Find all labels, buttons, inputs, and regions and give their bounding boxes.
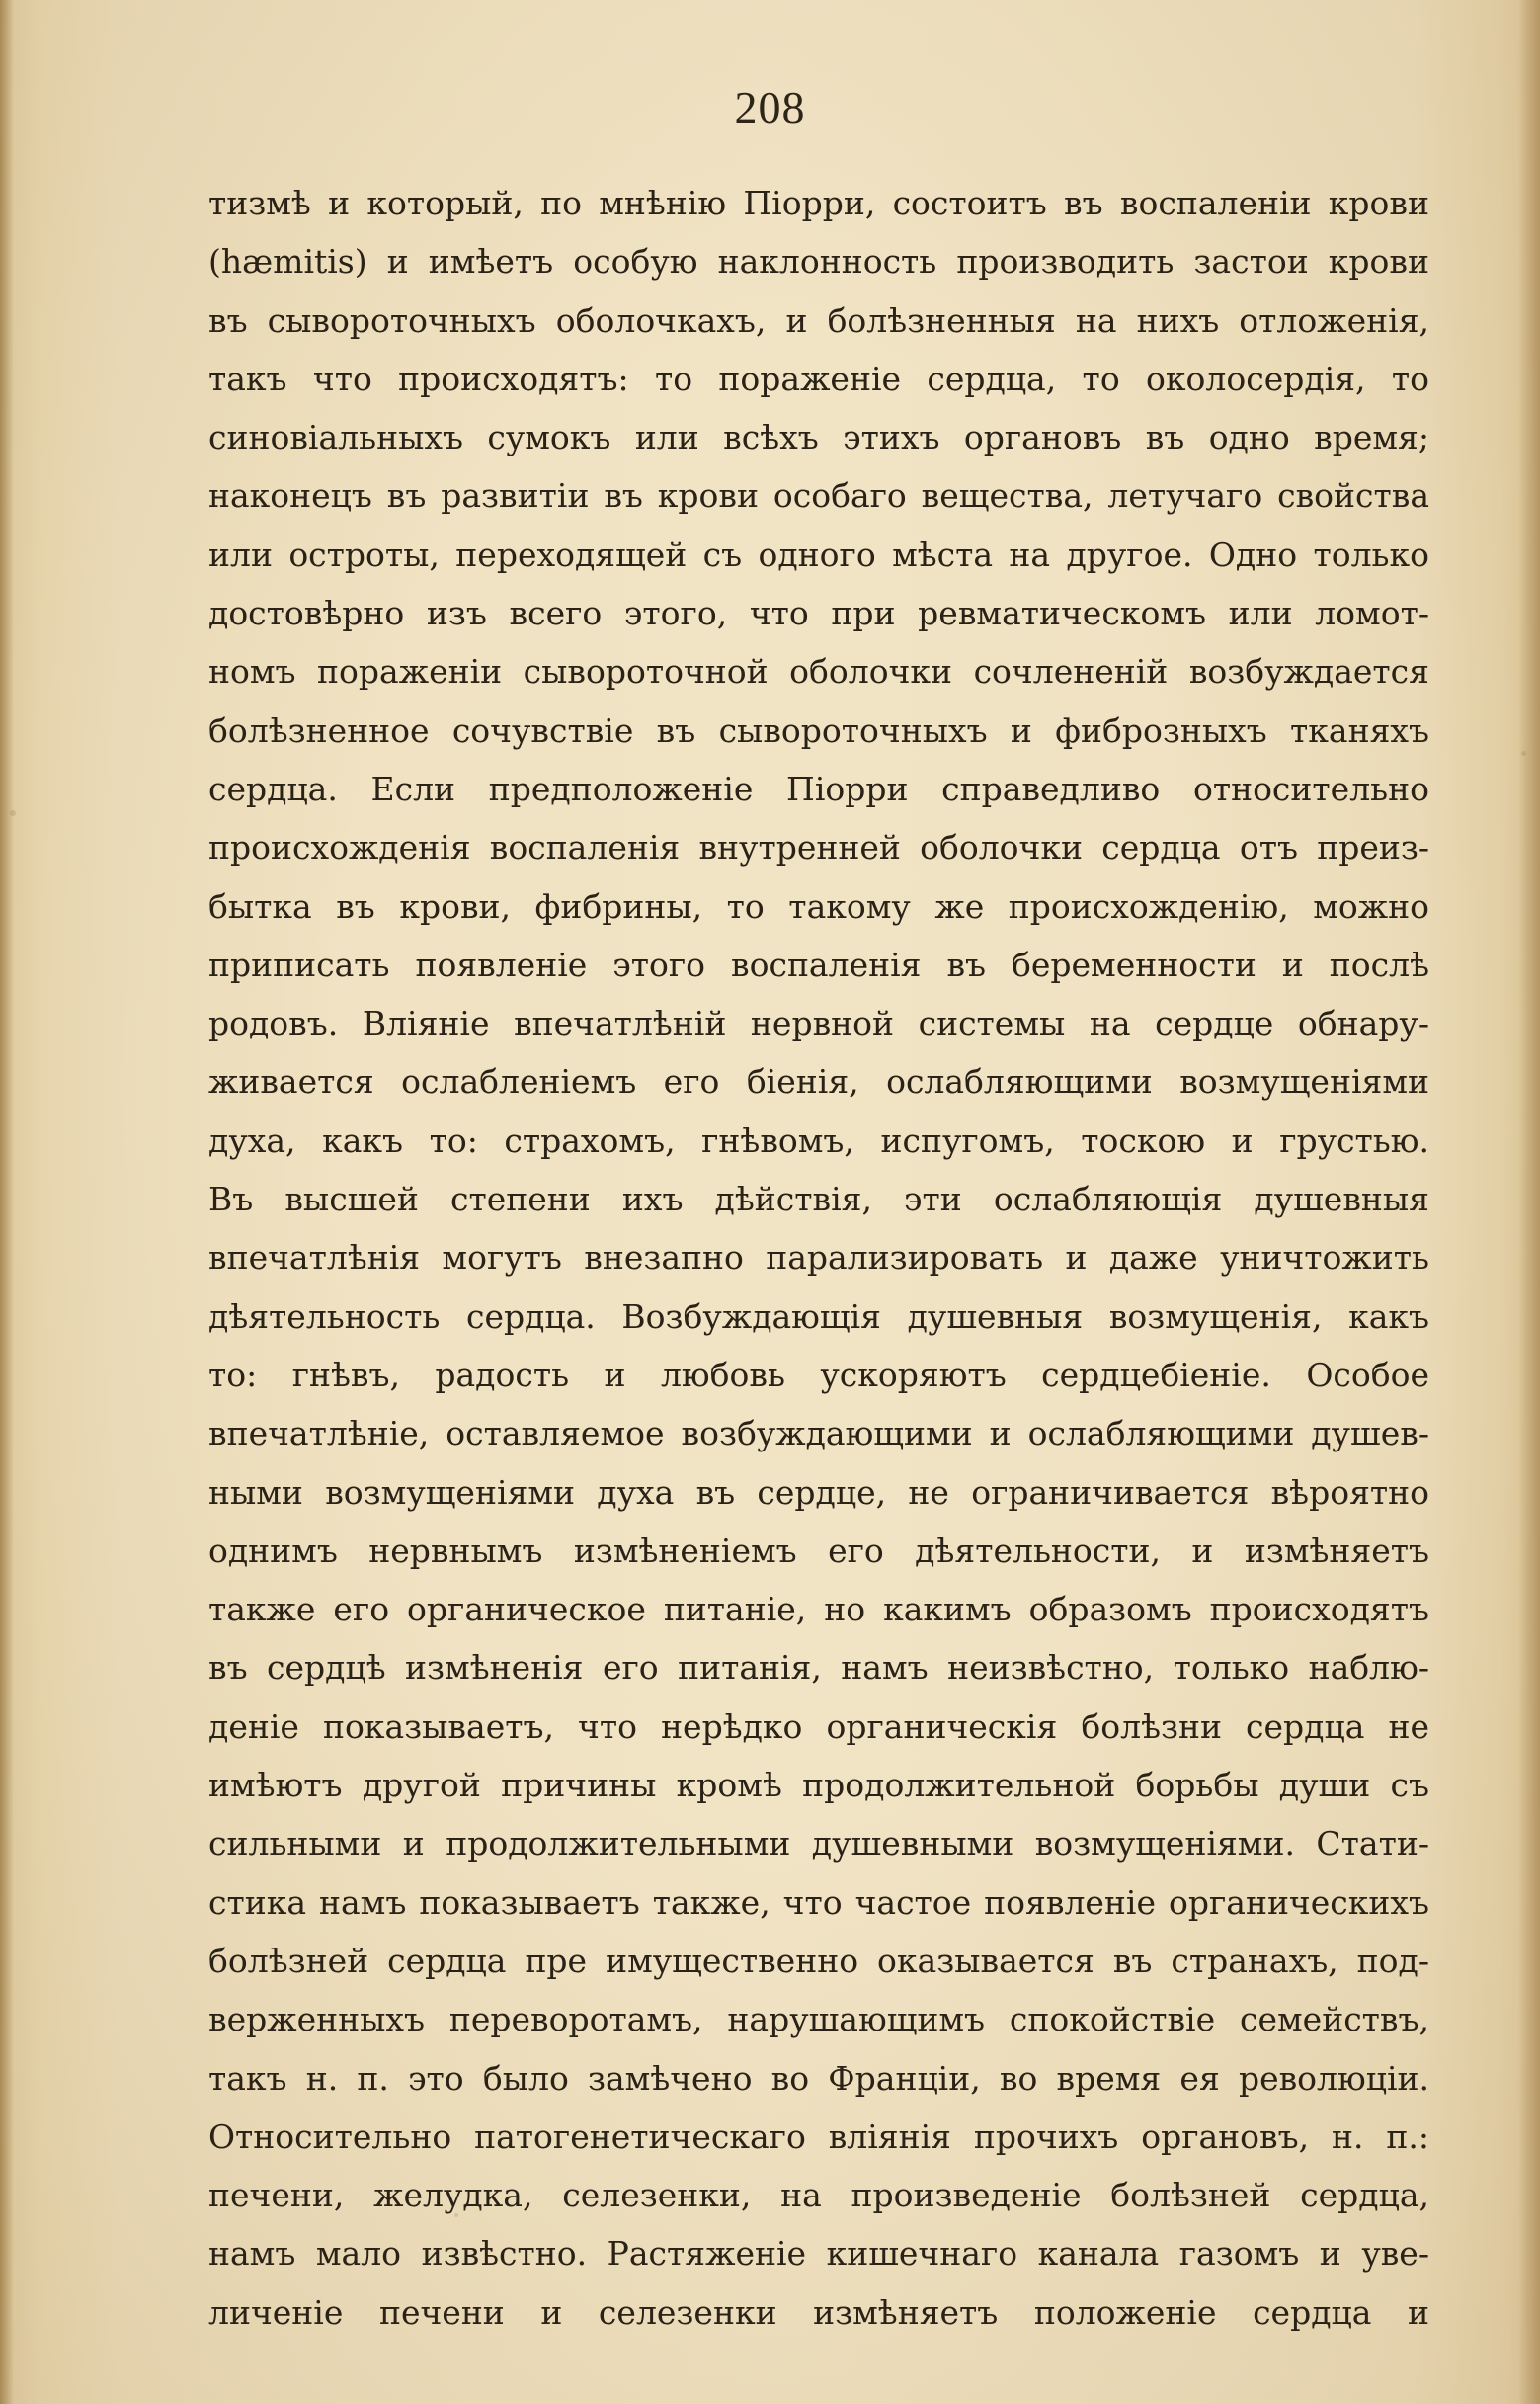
text-line: имѣютъ другой причины кромѣ продолжительной борьбы души съ (208, 1766, 1429, 1805)
text-line: духа, какъ то: страхомъ, гнѣвомъ, испугомъ, тоскою и грустью. (208, 1120, 1429, 1160)
text-line: сильными и продолжительными душевными возмущеніями. Стати- (208, 1824, 1429, 1864)
text-line: болѣзней сердца пре имущественно оказывается въ странахъ, под- (208, 1941, 1429, 1980)
text-line: въ сывороточныхъ оболочкахъ, и болѣзненныя на нихъ отложенія, (208, 300, 1429, 340)
text-line: болѣзненное сочувствіе въ сывороточныхъ и фиброзныхъ тканяхъ (208, 710, 1429, 750)
text-line: стика намъ показываетъ также, что частое появленіе органическихъ (208, 1882, 1429, 1922)
text-line: верженныхъ переворотамъ, нарушающимъ спокойствіе семействъ, (208, 2000, 1429, 2039)
text-line: наконецъ въ развитіи въ крови особаго вещества, летучаго свойства (208, 476, 1429, 516)
text-line: то: гнѣвъ, радость и любовь ускоряютъ сердцебіеніе. Особое (208, 1355, 1429, 1394)
text-line: родовъ. Вліяніе впечатлѣній нервной системы на сердце обнару- (208, 1004, 1429, 1043)
text-line: происхожденія воспаленія внутренней оболочки сердца отъ преиз- (208, 828, 1429, 868)
text-line: деніе показываетъ, что нерѣдко органическія болѣзни сердца не (208, 1706, 1429, 1746)
paper-spot (1521, 751, 1526, 756)
page-edge-left (0, 0, 14, 2404)
text-line: ными возмущеніями духа въ сердце, не ограничивается вѣроятно (208, 1472, 1429, 1512)
text-line: впечатлѣніе, оставляемое возбуждающими и ослабляющими душев- (208, 1414, 1429, 1453)
text-line: такъ н. п. это было замѣчено во Франціи, во время ея революціи. (208, 2058, 1429, 2098)
text-line: намъ мало извѣстно. Растяженіе кишечнаго канала газомъ и уве- (208, 2234, 1429, 2274)
text-line: Въ высшей степени ихъ дѣйствія, эти ослабляющія душевныя (208, 1180, 1429, 1219)
text-line: синовіальныхъ сумокъ или всѣхъ этихъ органовъ въ одно время; (208, 418, 1429, 457)
text-line: тизмѣ и который, по мнѣнію Піорри, состоитъ въ воспаленіи крови (208, 184, 1429, 222)
page-edge-right (1518, 0, 1540, 2404)
text-line: также его органическое питаніе, но какимъ образомъ происходятъ (208, 1590, 1429, 1629)
text-line: однимъ нервнымъ измѣненіемъ его дѣятельности, и измѣняетъ (208, 1531, 1429, 1570)
text-line: сердца. Если предположеніе Піорри справедливо относительно (208, 769, 1429, 808)
text-line: (hæmitis) и имѣетъ особую наклонность производить застои крови (208, 242, 1429, 282)
text-line: номъ пораженіи сывороточной оболочки сочлененій возбуждается (208, 652, 1429, 692)
text-line: достовѣрно изъ всего этого, что при ревматическомъ или ломот- (208, 594, 1429, 633)
text-line: въ сердцѣ измѣненія его питанія, намъ неизвѣстно, только наблю- (208, 1648, 1429, 1688)
text-line: приписать появленіе этого воспаленія въ беременности и послѣ (208, 945, 1429, 984)
text-line: дѣятельность сердца. Возбуждающія душевныя возмущенія, какъ (208, 1296, 1429, 1336)
paper-spot (10, 810, 16, 816)
body-text (208, 174, 1429, 2342)
text-line: печени, желудка, селезенки, на произведеніе болѣзней сердца, (208, 2176, 1429, 2215)
text-line: живается ослабленіемъ его біенія, ослабляющими возмущеніями (208, 1062, 1429, 1102)
text-line: личеніе печени и селезенки измѣняетъ положеніе сердца и (208, 2292, 1429, 2332)
text-line: или остроты, переходящей съ одного мѣста на другое. Одно только (208, 535, 1429, 574)
text-line: такъ что происходятъ: то пораженіе сердца, то околосердія, то (208, 359, 1429, 398)
text-line: впечатлѣнія могутъ внезапно парализировать и даже уничтожить (208, 1238, 1429, 1278)
page-number: 208 (734, 82, 806, 132)
text-line: Относительно патогенетическаго вліянія прочихъ органовъ, н. п.: (208, 2116, 1429, 2156)
text-line: бытка въ крови, фибрины, то такому же происхожденію, можно (208, 886, 1429, 926)
